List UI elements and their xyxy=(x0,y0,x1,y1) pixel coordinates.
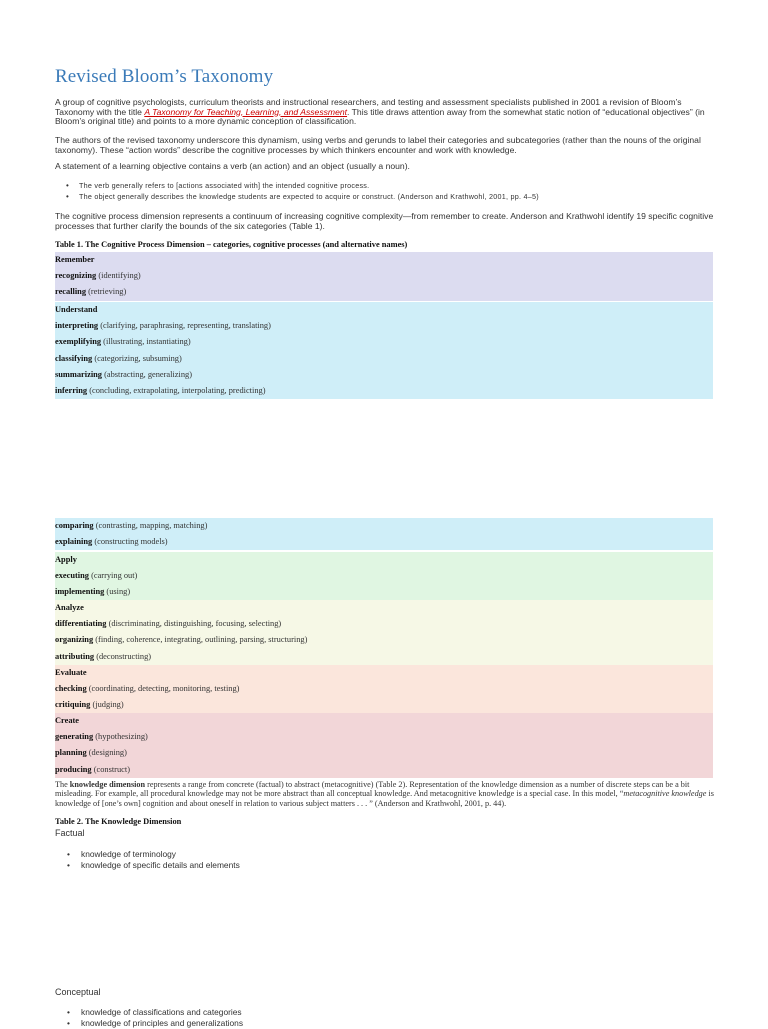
learning-objective-paragraph: A statement of a learning objective contains a verb (an action) and an object (usually a noun). xyxy=(55,161,410,171)
table-row: interpreting (clarifying, paraphrasing, representing, translating) xyxy=(55,321,271,331)
table1-caption: Table 1. The Cognitive Process Dimension – categories, cognitive processes (and alternative names) xyxy=(55,240,408,249)
conceptual-list xyxy=(65,1007,243,1029)
table-row: recalling (retrieving) xyxy=(55,287,127,297)
table-row: exemplifying (illustrating, instantiating) xyxy=(55,337,191,347)
table-row: organizing (finding, coherence, integrating, outlining, parsing, structuring) xyxy=(55,635,308,645)
understand-continued-block xyxy=(55,518,713,550)
table-row: producing (construct) xyxy=(55,764,130,774)
table-row: checking (coordinating, detecting, monitoring, testing) xyxy=(55,684,240,694)
table2-caption: Table 2. The Knowledge Dimension xyxy=(55,817,182,826)
table-row: planning (designing) xyxy=(55,748,127,758)
category-heading-remember: Remember xyxy=(55,255,95,264)
factual-list xyxy=(65,849,240,871)
table-row: inferring (concluding, extrapolating, interpolating, predicting) xyxy=(55,385,266,395)
cognitive-process-paragraph: The cognitive process dimension represents a continuum of increasing cognitive complexity—from remember to create. Anderson and Krathwohl identify 19 specific cognitive processes that further clarify the bounds of the six categories (Table 1). xyxy=(55,211,714,231)
analyze-block xyxy=(55,600,713,665)
page-title: Revised Bloom’s Taxonomy xyxy=(55,66,274,87)
table-row: recognizing (identifying) xyxy=(55,271,141,281)
dynamism-paragraph: The authors of the revised taxonomy underscore this dynamism, using verbs and gerunds to label their categories and subcategories (rather than the nouns of the original taxonomy). These “action words” describe the cognitive processes by which thinkers encounter and work with knowledge. xyxy=(55,135,701,155)
knowledge-dimension-paragraph: The knowledge dimension represents a range from concrete (factual) to abstract (metacognitive) (Table 2). Representation of the knowledge dimension as a number of discrete steps can be a bit misleading. For example, all procedural knowledge may not be more abstract than all conceptual knowledge. And metacognitive knowledge is a special case. In this model, “metacognitive knowledge is knowledge of [one’s own] cognition and about oneself in relation to various subject matters . . . ” (Anderson and Krathwohl, 2001, p. 44). xyxy=(55,780,714,808)
table-row: explaining (constructing models) xyxy=(55,537,168,547)
list-item: • knowledge of classifications and categories xyxy=(65,1007,243,1018)
category-heading-apply: Apply xyxy=(55,555,77,564)
verb-object-list xyxy=(55,181,705,202)
category-heading-analyze: Analyze xyxy=(55,603,84,612)
table-row: classifying (categorizing, subsuming) xyxy=(55,353,182,363)
table-row: summarizing (abstracting, generalizing) xyxy=(55,369,192,379)
intro-paragraph: A group of cognitive psychologists, curriculum theorists and instructional researchers, and testing and assessment specialists published in 2001 a revision of Bloom’s Taxonomy with the title A Taxonomy for Teaching, Learning, and Assessment. This title draws attention away from the somewhat static notion of “educational objectives” (in Bloom’s original title) and points to a more dynamic conception of classification. xyxy=(55,97,705,127)
create-block xyxy=(55,713,713,778)
table-row: differentiating (discriminating, distinguishing, focusing, selecting) xyxy=(55,619,282,629)
understand-block xyxy=(55,302,713,399)
factual-heading: Factual xyxy=(55,828,85,838)
list-item: • knowledge of principles and generalizations xyxy=(65,1018,243,1029)
list-item: • knowledge of terminology xyxy=(65,849,240,860)
table-row: implementing (using) xyxy=(55,587,131,597)
list-item: • knowledge of specific details and elements xyxy=(65,860,240,871)
apply-block xyxy=(55,552,713,601)
table-row: critiquing (judging) xyxy=(55,700,124,710)
category-heading-understand: Understand xyxy=(55,305,98,314)
list-item: • The verb generally refers to [actions associated with] the intended cognitive process. xyxy=(65,181,705,192)
remember-block xyxy=(55,252,713,301)
conceptual-heading: Conceptual xyxy=(55,987,101,997)
table-row: comparing (contrasting, mapping, matching) xyxy=(55,521,208,530)
list-item: • The object generally describes the knowledge students are expected to acquire or construct. (Anderson and Krathwohl, 2001, pp. 4–5) xyxy=(65,192,705,203)
category-heading-evaluate: Evaluate xyxy=(55,668,87,677)
book-title-link[interactable]: A Taxonomy for Teaching, Learning, and Assessment xyxy=(144,106,348,117)
evaluate-block xyxy=(55,665,713,714)
table-row: attributing (deconstructing) xyxy=(55,651,152,661)
table-row: generating (hypothesizing) xyxy=(55,732,148,742)
category-heading-create: Create xyxy=(55,716,80,725)
table-row: executing (carrying out) xyxy=(55,571,138,581)
